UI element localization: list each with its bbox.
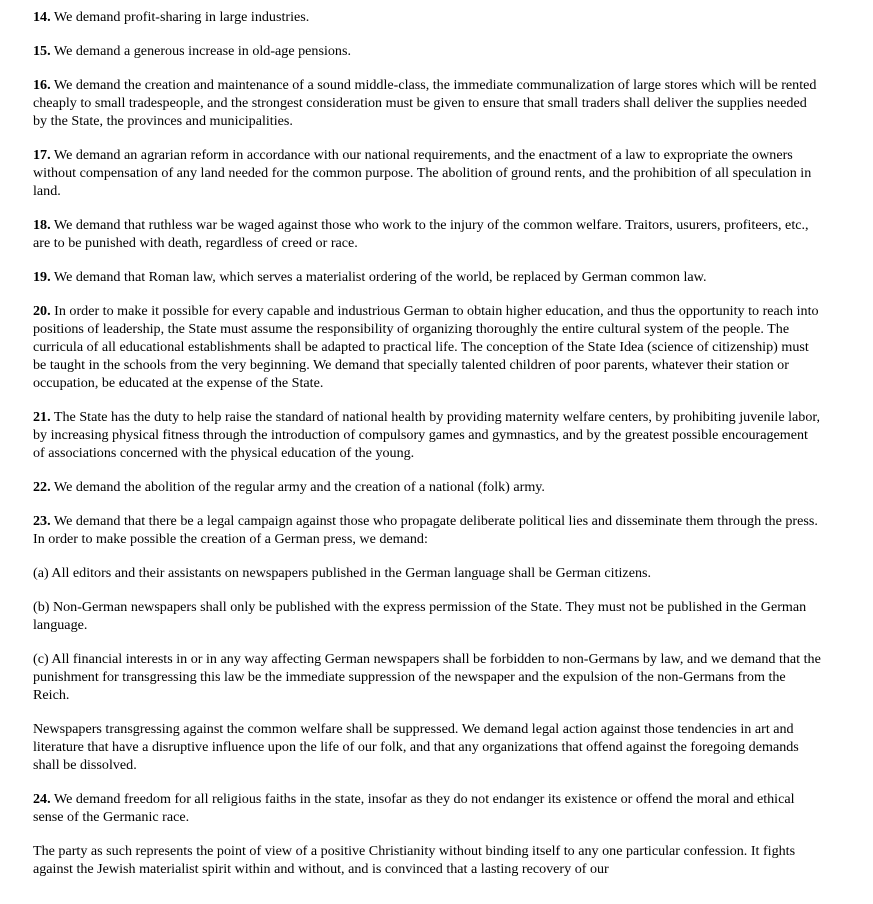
paragraph-15 bbox=[33, 42, 823, 60]
paragraph-text: We demand that Roman law, which serves a materialist ordering of the world, be replaced by German common law. bbox=[50, 269, 707, 285]
paragraph-23 bbox=[33, 512, 823, 548]
item-number: 19. bbox=[33, 269, 51, 285]
paragraph-text: We demand the creation and maintenance of a sound middle-class, the immediate communalization of large stores which will be rented cheaply to small tradespeople, and the strongest consideration must be given to ensure that small traders shall deliver the supplies needed by the State, the provinces and municipalities. bbox=[33, 77, 817, 129]
paragraph-24 bbox=[33, 790, 823, 826]
paragraph-24-note bbox=[33, 842, 823, 878]
paragraph-text: Newspapers transgressing against the common welfare shall be suppressed. We demand legal action against those tendencies in art and literature that have a disruptive influence upon the life of our folk, and that any organizations that offend against the foregoing demands shall be dissolved. bbox=[33, 721, 799, 773]
paragraph-text: (c) All financial interests in or in any way affecting German newspapers shall be forbidden to non-Germans by law, and we demand that the punishment for transgressing this law be the immediate suppression of the newspaper and the expulsion of the non-Germans from the Reich. bbox=[33, 651, 821, 703]
paragraph-text: The party as such represents the point of view of a positive Christianity without binding itself to any one particular confession. It fights against the Jewish materialist spirit within and without, and is convinced that a lasting recovery of our bbox=[33, 843, 796, 877]
paragraph-text: (a) All editors and their assistants on newspapers published in the German language shall be German citizens. bbox=[33, 565, 651, 581]
item-number: 23. bbox=[33, 513, 51, 529]
item-number: 18. bbox=[33, 217, 51, 233]
paragraph-text: We demand that ruthless war be waged against those who work to the injury of the common welfare. Traitors, usurers, profiteers, etc., are to be punished with death, regardless of creed or race. bbox=[33, 217, 809, 251]
paragraph-23-note bbox=[33, 720, 823, 774]
item-number: 17. bbox=[33, 147, 51, 163]
paragraph-text: The State has the duty to help raise the standard of national health by providing maternity welfare centers, by prohibiting juvenile labor, by increasing physical fitness through the introduction of compulsory games and gymnastics, and by the greatest possible encouragement of associations concerned with the physical education of the young. bbox=[33, 409, 821, 461]
paragraph-19 bbox=[33, 268, 823, 286]
item-number: 24. bbox=[33, 791, 51, 807]
paragraph-18 bbox=[33, 216, 823, 252]
item-number: 21. bbox=[33, 409, 51, 425]
paragraph-text: We demand an agrarian reform in accordance with our national requirements, and the enactment of a law to expropriate the owners without compensation of any land needed for the common purpose. The abolition of ground rents, and the prohibition of all speculation in land. bbox=[33, 147, 812, 199]
paragraph-16 bbox=[33, 76, 823, 130]
paragraph-text: We demand a generous increase in old-age pensions. bbox=[50, 43, 351, 59]
paragraph-21 bbox=[33, 408, 823, 462]
paragraph-text: We demand freedom for all religious faiths in the state, insofar as they do not endanger its existence or offend the moral and ethical sense of the Germanic race. bbox=[33, 791, 795, 825]
paragraph-23b bbox=[33, 598, 823, 634]
item-number: 16. bbox=[33, 77, 51, 93]
paragraph-17 bbox=[33, 146, 823, 200]
paragraph-text: We demand that there be a legal campaign against those who propagate deliberate political lies and disseminate them through the press. In order to make possible the creation of a German press, we demand: bbox=[33, 513, 818, 547]
paragraph-23a bbox=[33, 564, 823, 582]
paragraph-22 bbox=[33, 478, 823, 496]
paragraph-14 bbox=[33, 8, 823, 26]
item-number: 14. bbox=[33, 9, 51, 25]
paragraph-20 bbox=[33, 302, 823, 392]
paragraph-text: (b) Non-German newspapers shall only be published with the express permission of the State. They must not be published in the German language. bbox=[33, 599, 807, 633]
paragraph-text: In order to make it possible for every capable and industrious German to obtain higher education, and thus the opportunity to reach into positions of leadership, the State must assume the responsibility of organizing thoroughly the entire cultural system of the people. The curricula of all educational establishments shall be adapted to practical life. The conception of the State Idea (science of citizenship) must be taught in the schools from the very beginning. We demand that specially talented children of poor parents, whatever their station or occupation, be educated at the expense of the State. bbox=[33, 303, 819, 391]
item-number: 22. bbox=[33, 479, 51, 495]
item-number: 20. bbox=[33, 303, 51, 319]
paragraph-text: We demand profit-sharing in large industries. bbox=[50, 9, 310, 25]
paragraph-23c bbox=[33, 650, 823, 704]
document-body bbox=[33, 8, 823, 894]
paragraph-text: We demand the abolition of the regular army and the creation of a national (folk) army. bbox=[50, 479, 545, 495]
item-number: 15. bbox=[33, 43, 51, 59]
